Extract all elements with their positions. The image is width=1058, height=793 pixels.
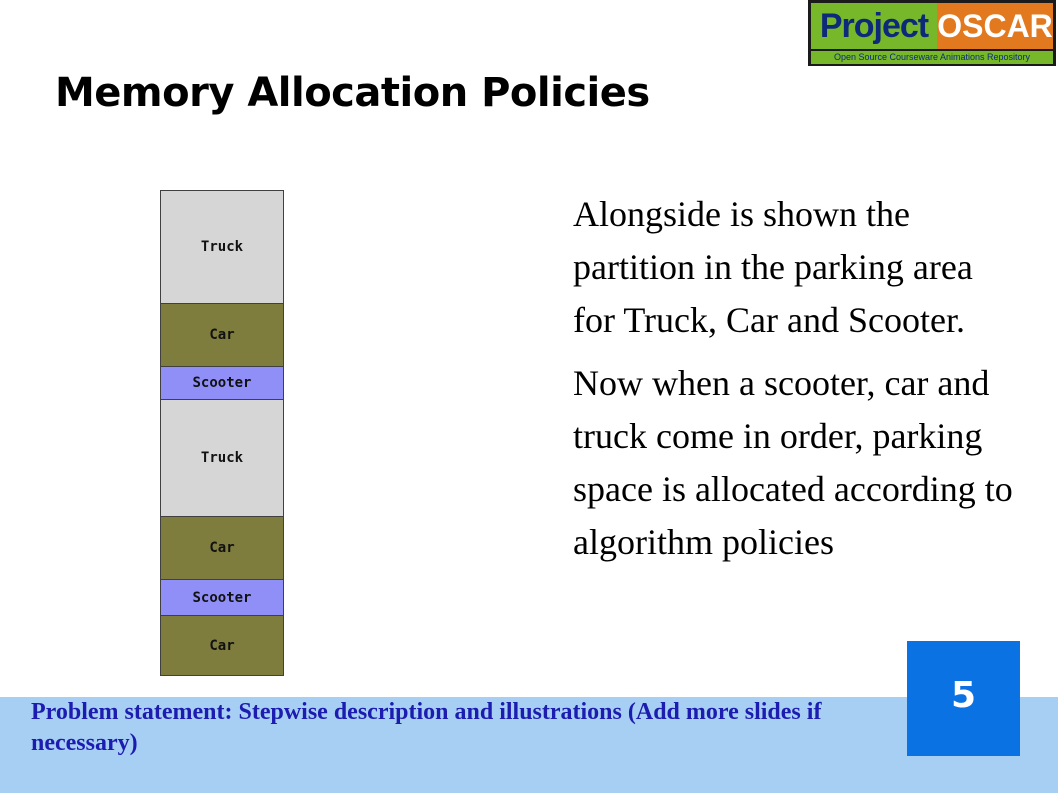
partition-slot-truck-1: Truck xyxy=(160,190,284,304)
logo-tagline: Open Source Courseware Animations Repository xyxy=(811,51,1053,64)
page-number-badge: 5 xyxy=(907,641,1020,756)
partition-slot-car-3: Car xyxy=(160,615,284,676)
slide-title: Memory Allocation Policies xyxy=(55,70,650,116)
partition-slot-car-1: Car xyxy=(160,303,284,367)
body-paragraph-1: Alongside is shown the partition in the parking area for Truck, Car and Scooter. xyxy=(573,194,973,340)
project-oscar-logo xyxy=(808,0,1056,66)
partition-slot-car-2: Car xyxy=(160,516,284,580)
logo-word-project: Project xyxy=(811,3,937,49)
body-paragraph-2: Now when a scooter, car and truck come in order, parking space is allocated according to algorithm policies xyxy=(573,363,1013,562)
logo-word-oscar: OSCAR xyxy=(937,3,1053,49)
logo-wordmark xyxy=(811,3,1053,49)
partition-slot-scooter-2: Scooter xyxy=(160,579,284,616)
partition-slot-scooter-1: Scooter xyxy=(160,366,284,400)
partition-slot-truck-2: Truck xyxy=(160,399,284,517)
slide-body xyxy=(573,188,1013,579)
parking-partition-diagram xyxy=(160,190,286,676)
problem-statement-footer: Problem statement: Stepwise description and illustrations (Add more slides if necessary) xyxy=(31,699,822,756)
